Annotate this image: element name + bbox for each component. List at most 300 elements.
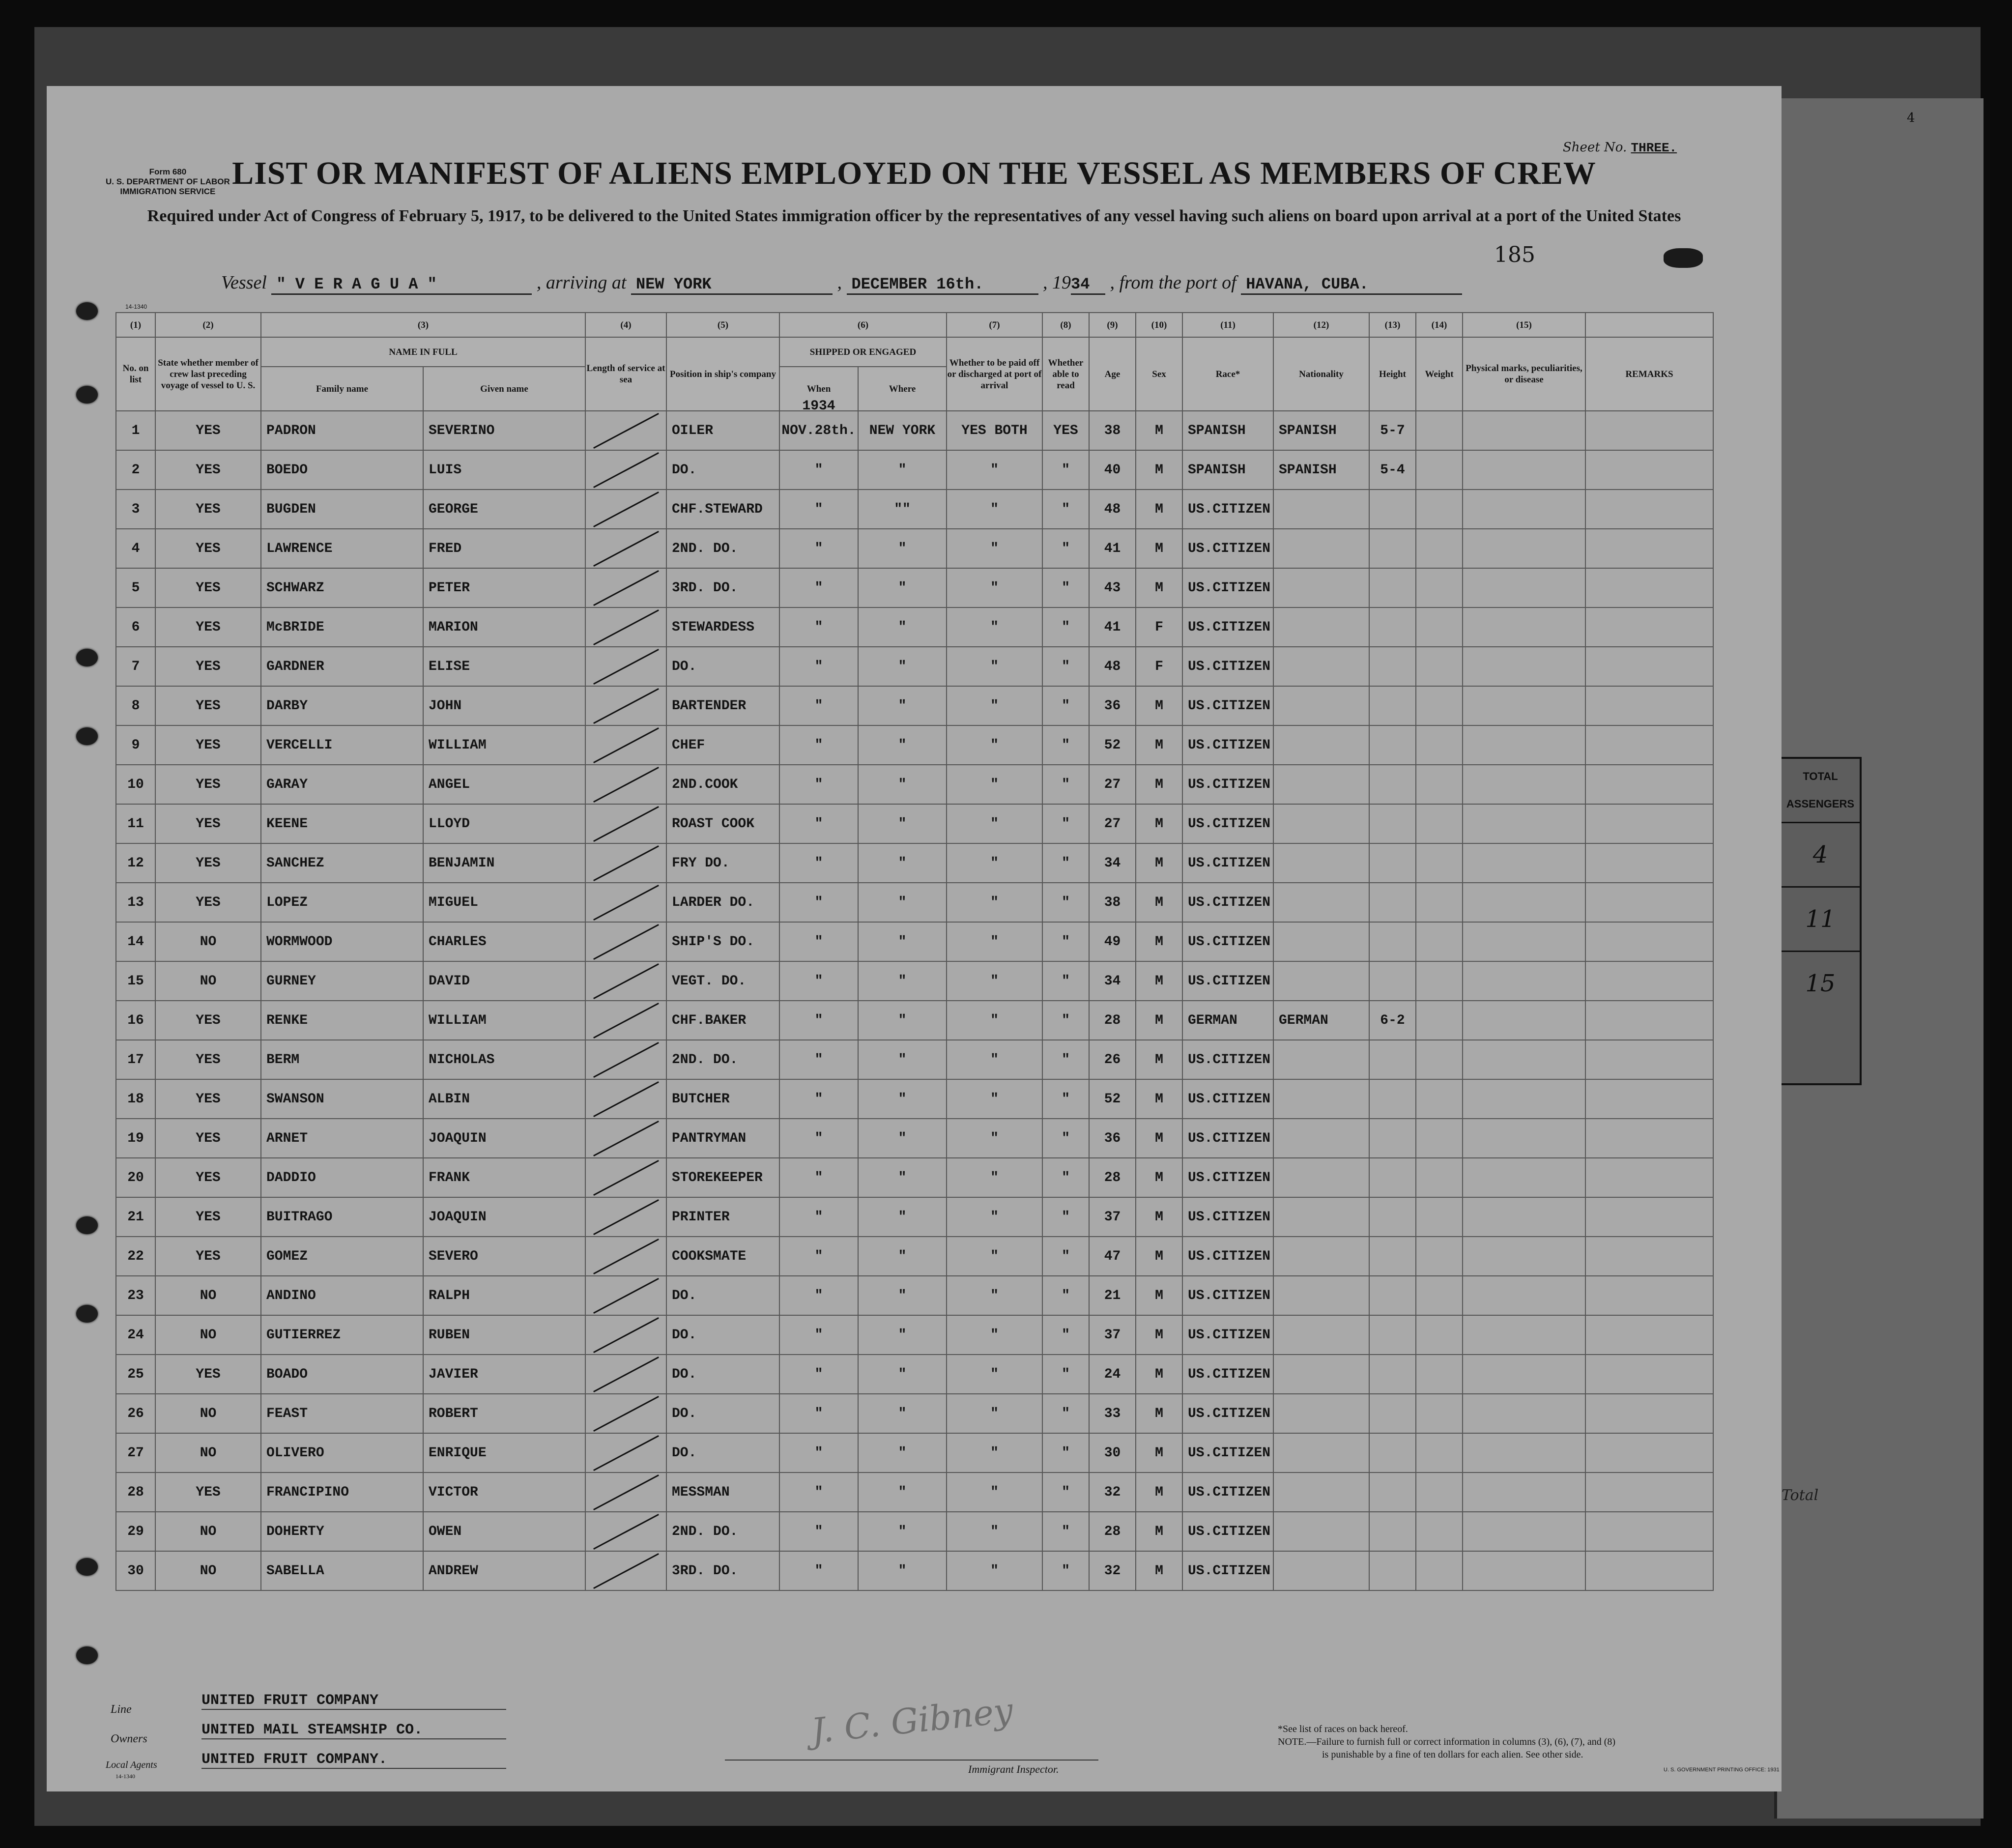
previous-voyage: YES [155,450,261,490]
previous-voyage: YES [155,607,261,647]
sex: M [1136,1237,1182,1276]
length-of-service [585,1197,666,1237]
length-of-service [585,1276,666,1315]
row-number: 17 [116,1040,155,1079]
table-row [116,1040,1713,1079]
physical-marks [1463,450,1585,490]
family-name: SABELLA [261,1551,423,1590]
nationality: GERMAN [1273,1001,1369,1040]
position: LARDER DO. [666,883,779,922]
shipped-where: " [858,647,947,686]
race: US.CITIZEN [1182,1158,1273,1197]
height [1369,1079,1416,1119]
header-length-of-service: Length of service at sea [585,337,666,411]
previous-voyage: NO [155,1394,261,1433]
able-to-read: " [1042,490,1089,529]
shipped-where: "" [858,490,947,529]
given-name: JOAQUIN [423,1197,585,1237]
remarks [1585,961,1713,1001]
able-to-read: " [1042,1551,1089,1590]
nationality [1273,1276,1369,1315]
given-name: PETER [423,568,585,607]
age: 34 [1089,843,1136,883]
given-name: JAVIER [423,1355,585,1394]
age: 34 [1089,961,1136,1001]
age: 48 [1089,647,1136,686]
given-name: RUBEN [423,1315,585,1355]
given-name: WILLIAM [423,1001,585,1040]
previous-voyage: YES [155,883,261,922]
shipped-when [779,647,858,686]
sex: M [1136,1551,1182,1590]
weight [1416,1158,1463,1197]
sex: M [1136,1197,1182,1237]
position: ROAST COOK [666,804,779,843]
shipped-when [779,1355,858,1394]
header-name-in-full: NAME IN FULL [261,337,585,367]
height [1369,686,1416,725]
length-of-service [585,1551,666,1590]
race: US.CITIZEN [1182,725,1273,765]
age: 27 [1089,765,1136,804]
physical-marks [1463,1315,1585,1355]
shipped-when [779,1079,858,1119]
row-number: 27 [116,1433,155,1473]
remarks [1585,725,1713,765]
able-to-read: " [1042,1079,1089,1119]
shipped-when-value: " [814,1524,823,1539]
sex: M [1136,1001,1182,1040]
col-num-1: (1) [116,313,155,337]
header-nationality: Nationality [1273,337,1369,411]
header-previous-voyage: State whether member of crew last preceding voyage of vessel to U. S. [155,337,261,411]
paid-off: " [947,883,1042,922]
length-of-service [585,1119,666,1158]
length-of-service [585,1001,666,1040]
given-name: ANGEL [423,765,585,804]
physical-marks [1463,647,1585,686]
sheet-value: THREE. [1631,141,1677,155]
age: 38 [1089,411,1136,450]
paid-off: " [947,686,1042,725]
vessel-label: Vessel [221,272,267,293]
sex: M [1136,804,1182,843]
given-name: GEORGE [423,490,585,529]
paid-off: " [947,1512,1042,1551]
row-number: 29 [116,1512,155,1551]
shipped-when [779,686,858,725]
nationality [1273,765,1369,804]
stamp-value-2: 11 [1805,905,1836,933]
header-shipped-or-engaged: SHIPPED OR ENGAGED [779,337,947,367]
physical-marks [1463,607,1585,647]
length-of-service-checkmark [593,884,659,920]
paid-off: " [947,1158,1042,1197]
header-race: Race* [1182,337,1273,411]
nationality [1273,1079,1369,1119]
previous-voyage: YES [155,490,261,529]
shipped-when [779,1315,858,1355]
family-name: OLIVERO [261,1433,423,1473]
shipped-when [779,529,858,568]
given-name: WILLIAM [423,725,585,765]
shipped-when [779,1394,858,1433]
age: 33 [1089,1394,1136,1433]
table-row [116,1355,1713,1394]
previous-voyage: NO [155,1512,261,1551]
nationality [1273,1473,1369,1512]
corner-mark: 4 [1907,111,1915,125]
height [1369,765,1416,804]
previous-voyage: YES [155,765,261,804]
header-physical-marks: Physical marks, peculiarities, or disease [1463,337,1585,411]
paid-off: " [947,1394,1042,1433]
nationality [1273,1119,1369,1158]
weight [1416,1001,1463,1040]
able-to-read: " [1042,1473,1089,1512]
previous-voyage: YES [155,1355,261,1394]
shipped-when-value: " [814,1327,823,1343]
table-row [116,922,1713,961]
physical-marks [1463,1433,1585,1473]
col-num-13: (13) [1369,313,1416,337]
stamp-label-total: TOTAL [1803,770,1838,782]
nationality [1273,804,1369,843]
length-of-service [585,686,666,725]
age: 40 [1089,450,1136,490]
shipped-where: " [858,1158,947,1197]
remarks [1585,450,1713,490]
sex: F [1136,647,1182,686]
previous-voyage: NO [155,1551,261,1590]
remarks [1585,1197,1713,1237]
arrival-date: DECEMBER 16th. [847,275,1038,295]
shipped-where: " [858,1040,947,1079]
family-name: FRANCIPINO [261,1473,423,1512]
nationality [1273,843,1369,883]
shipped-when-value: " [814,1130,823,1146]
col-num-15: (15) [1463,313,1585,337]
age: 21 [1089,1276,1136,1315]
nationality [1273,647,1369,686]
weight [1416,843,1463,883]
weight [1416,1315,1463,1355]
race: US.CITIZEN [1182,686,1273,725]
table-row [116,686,1713,725]
sex: M [1136,1512,1182,1551]
shipped-when-value: " [814,1012,823,1028]
age: 30 [1089,1433,1136,1473]
race: SPANISH [1182,450,1273,490]
length-of-service [585,411,666,450]
able-to-read: " [1042,725,1089,765]
nationality [1273,922,1369,961]
table-row [116,1315,1713,1355]
shipped-where: " [858,529,947,568]
punch-hole [76,1305,98,1323]
able-to-read: " [1042,1040,1089,1079]
given-name: ANDREW [423,1551,585,1590]
shipped-where: " [858,1473,947,1512]
given-name: ALBIN [423,1079,585,1119]
able-to-read: " [1042,765,1089,804]
height [1369,1197,1416,1237]
remarks [1585,922,1713,961]
sex: M [1136,1276,1182,1315]
row-number: 21 [116,1197,155,1237]
nationality: SPANISH [1273,450,1369,490]
shipped-when-value: " [814,698,823,714]
length-of-service-checkmark [593,1199,659,1235]
shipped-when-value: " [814,1406,823,1421]
position: CHEF [666,725,779,765]
able-to-read: " [1042,1276,1089,1315]
table-row [116,765,1713,804]
page-title: LIST OR MANIFEST OF ALIENS EMPLOYED ON THE VESSEL AS MEMBERS OF CREW [232,155,1596,191]
shipped-where: " [858,607,947,647]
nationality [1273,883,1369,922]
height [1369,1433,1416,1473]
shipped-where: " [858,1197,947,1237]
length-of-service [585,1394,666,1433]
physical-marks [1463,1276,1585,1315]
nationality [1273,1315,1369,1355]
shipped-when [779,490,858,529]
given-name: DAVID [423,961,585,1001]
weight [1416,1473,1463,1512]
position: DO. [666,450,779,490]
given-name: ENRIQUE [423,1433,585,1473]
length-of-service [585,1355,666,1394]
header-family-name: Family name [261,367,423,411]
weight [1416,765,1463,804]
shipped-year: 1934 [802,399,835,414]
shipped-when-value: " [814,737,823,753]
header-remarks: REMARKS [1585,337,1713,411]
length-of-service-checkmark [593,1513,659,1549]
able-to-read: " [1042,529,1089,568]
height [1369,883,1416,922]
stamp-value-1: 4 [1812,841,1828,868]
position: DO. [666,1276,779,1315]
sex: M [1136,490,1182,529]
shipped-where: " [858,1276,947,1315]
row-number: 6 [116,607,155,647]
age: 43 [1089,568,1136,607]
height [1369,568,1416,607]
paid-off: " [947,1001,1042,1040]
given-name: RALPH [423,1276,585,1315]
height [1369,1276,1416,1315]
previous-voyage: YES [155,686,261,725]
family-name: SCHWARZ [261,568,423,607]
able-to-read: " [1042,1512,1089,1551]
length-of-service [585,1079,666,1119]
col-num-14: (14) [1416,313,1463,337]
shipped-when [779,804,858,843]
nationality [1273,529,1369,568]
table-row [116,725,1713,765]
physical-marks [1463,411,1585,450]
shipped-when [779,1551,858,1590]
form-number: Form 680 [149,167,187,176]
sheet-number [1563,140,1677,155]
weight [1416,804,1463,843]
age: 47 [1089,1237,1136,1276]
paid-off: " [947,607,1042,647]
paid-off: " [947,765,1042,804]
given-name: VICTOR [423,1473,585,1512]
remarks [1585,1237,1713,1276]
paid-off: " [947,1197,1042,1237]
shipped-where: " [858,1237,947,1276]
given-name: ELISE [423,647,585,686]
height [1369,1355,1416,1394]
sex: M [1136,1473,1182,1512]
height [1369,607,1416,647]
row-number: 19 [116,1119,155,1158]
length-of-service [585,647,666,686]
row-number: 18 [116,1079,155,1119]
table-row [116,450,1713,490]
row-number: 26 [116,1394,155,1433]
able-to-read: " [1042,883,1089,922]
previous-voyage: NO [155,961,261,1001]
shipped-when-value: " [814,934,823,950]
nationality [1273,1237,1369,1276]
shipped-when-value: " [814,1366,823,1382]
height [1369,1119,1416,1158]
family-name: GARAY [261,765,423,804]
family-name: BUGDEN [261,490,423,529]
race: US.CITIZEN [1182,1473,1273,1512]
sheet-label: Sheet No. [1563,140,1627,155]
shipped-when-value: " [814,659,823,674]
previous-voyage: YES [155,725,261,765]
from-port: HAVANA, CUBA. [1241,275,1462,295]
able-to-read: " [1042,1158,1089,1197]
given-name: LLOYD [423,804,585,843]
weight [1416,1197,1463,1237]
shipped-when [779,961,858,1001]
row-number: 4 [116,529,155,568]
able-to-read: " [1042,1237,1089,1276]
previous-voyage: NO [155,1433,261,1473]
row-number: 25 [116,1355,155,1394]
able-to-read: " [1042,804,1089,843]
length-of-service-checkmark [593,491,659,527]
age: 26 [1089,1040,1136,1079]
row-number: 9 [116,725,155,765]
punch-hole [76,727,98,745]
header-height: Height [1369,337,1416,411]
row-number: 10 [116,765,155,804]
row-number: 14 [116,922,155,961]
shipped-where: " [858,843,947,883]
remarks [1585,1276,1713,1315]
height [1369,529,1416,568]
length-of-service-checkmark [593,1081,659,1117]
row-number: 22 [116,1237,155,1276]
row-number: 13 [116,883,155,922]
physical-marks [1463,1551,1585,1590]
paid-off: " [947,1355,1042,1394]
family-name: BOADO [261,1355,423,1394]
family-name: FEAST [261,1394,423,1433]
physical-marks [1463,1197,1585,1237]
shipped-when [779,399,858,450]
races-note: *See list of races on back hereof. [1278,1724,1408,1734]
family-name: BOEDO [261,450,423,490]
sex: M [1136,529,1182,568]
shipped-when-value: " [814,1052,823,1068]
height [1369,647,1416,686]
age: 41 [1089,607,1136,647]
table-row [116,647,1713,686]
family-name: GURNEY [261,961,423,1001]
weight [1416,1355,1463,1394]
length-of-service-checkmark [593,1356,659,1392]
race: US.CITIZEN [1182,961,1273,1001]
weight [1416,961,1463,1001]
physical-marks [1463,1355,1585,1394]
race: GERMAN [1182,1001,1273,1040]
year-prefix: , 19 [1043,272,1071,293]
printing-office: U. S. GOVERNMENT PRINTING OFFICE: 1931 [1664,1767,1780,1773]
service-name: IMMIGRATION SERVICE [120,187,216,196]
table-row [116,490,1713,529]
position: DO. [666,1433,779,1473]
paid-off: " [947,568,1042,607]
agents-value: UNITED FRUIT COMPANY. [201,1751,506,1769]
family-name: ANDINO [261,1276,423,1315]
crew-manifest-table [115,312,1714,1591]
sex: M [1136,883,1182,922]
previous-voyage: YES [155,411,261,450]
length-of-service [585,607,666,647]
family-name: McBRIDE [261,607,423,647]
shipped-where: " [858,1551,947,1590]
shipped-when-value: " [814,541,823,556]
able-to-read: YES [1042,411,1089,450]
race: US.CITIZEN [1182,922,1273,961]
nationality [1273,686,1369,725]
header-paid-off: Whether to be paid off or discharged at port of arrival [947,337,1042,411]
length-of-service-checkmark [593,845,659,881]
row-number: 2 [116,450,155,490]
shipped-when [779,1276,858,1315]
length-of-service-checkmark [593,609,659,645]
height [1369,922,1416,961]
arrival-year: 34 [1071,275,1105,295]
race: US.CITIZEN [1182,1512,1273,1551]
remarks [1585,1119,1713,1158]
previous-voyage: YES [155,1158,261,1197]
remarks [1585,568,1713,607]
length-of-service-checkmark [593,1474,659,1510]
length-of-service-checkmark [593,1120,659,1156]
height [1369,804,1416,843]
nationality [1273,961,1369,1001]
sex: M [1136,1040,1182,1079]
shipped-where: " [858,1119,947,1158]
remarks [1585,883,1713,922]
sex: M [1136,686,1182,725]
length-of-service-checkmark [593,1041,659,1077]
shipped-when-value: " [814,619,823,635]
weight [1416,607,1463,647]
weight [1416,450,1463,490]
